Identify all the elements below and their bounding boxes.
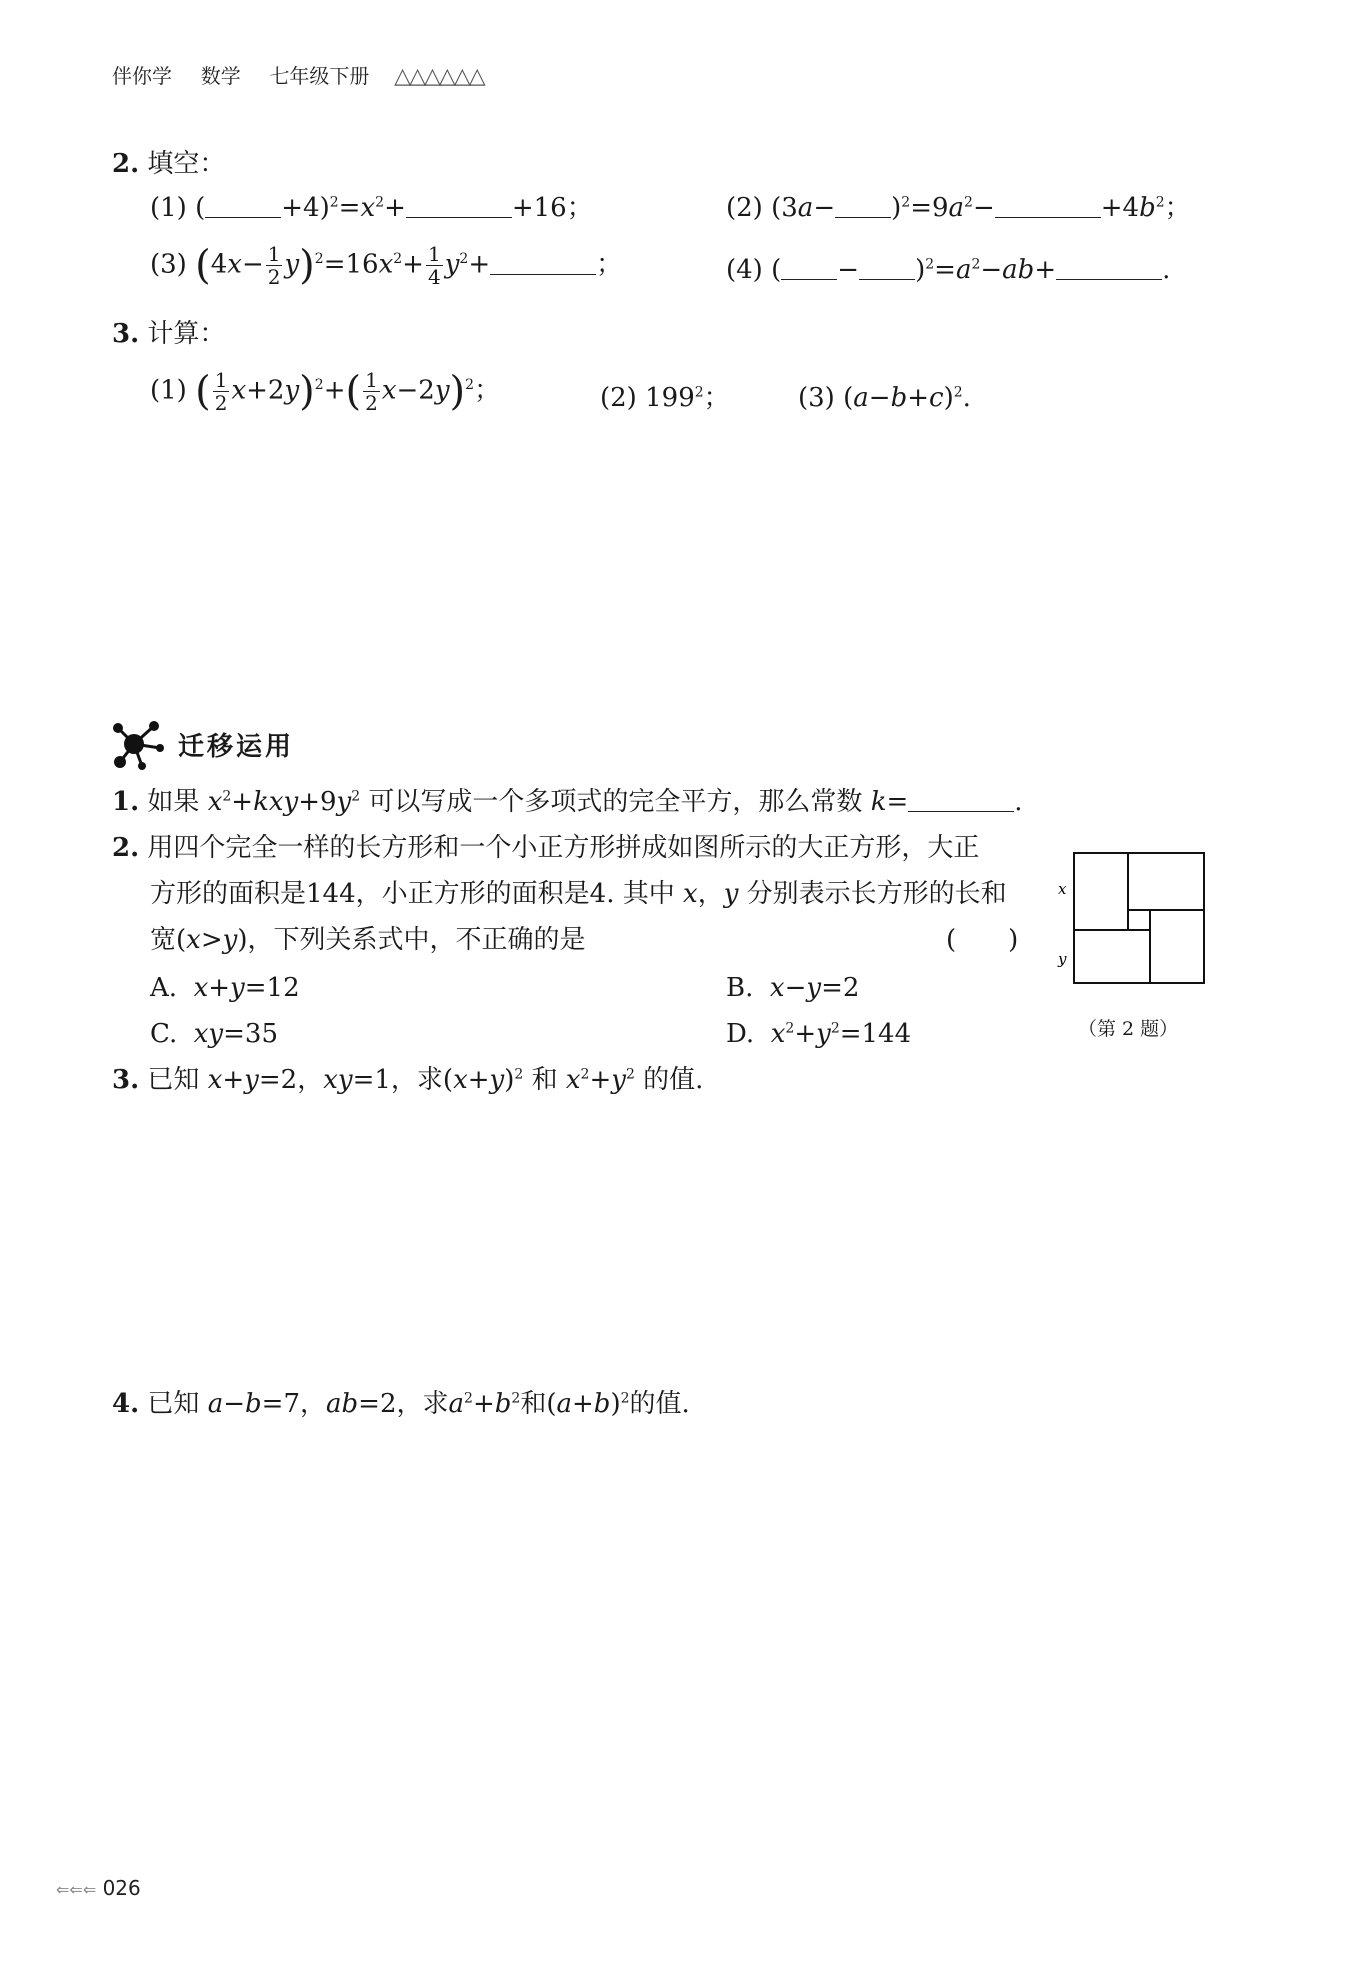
page-arrows: ⇐⇐⇐ — [56, 1880, 97, 1899]
question-title: 计算： — [147, 319, 226, 349]
figure-caption: （第 2 题） — [1078, 1018, 1179, 1040]
answer-blank[interactable] — [995, 195, 1101, 218]
question-number: 2. — [112, 149, 140, 179]
page-number: 026 — [102, 1876, 141, 1900]
transfer-question-2-line-3: 宽(x>y)，下列关系式中，不正确的是 — [150, 925, 586, 955]
option-b[interactable]: B. x−y=2 — [726, 973, 860, 1003]
answer-paren[interactable]: ( ) — [946, 925, 1019, 955]
fill-blank-part-1: (1) ( $+4)^2=x^2+ +16$； — [150, 193, 593, 223]
transfer-question-1: 1. 如果 $x^2+kxy+9y^2$ 可以写成一个多项式的完全平方，那么常数 k= . — [112, 787, 1023, 817]
fill-blank-question — [112, 146, 225, 182]
answer-blank[interactable] — [835, 195, 891, 218]
compute-part-2: (2) $199^2$； — [600, 383, 730, 413]
section-header — [108, 718, 294, 770]
figure-square-diagram — [1050, 850, 1210, 990]
question-title: 填空： — [147, 149, 226, 179]
grade-name: 七年级下册 — [269, 64, 370, 88]
transfer-question-2-line-2: 方形的面积是144，小正方形的面积是4. 其中 x，y 分别表示长方形的长和 — [150, 879, 1007, 909]
answer-blank[interactable] — [490, 252, 596, 275]
molecule-icon — [108, 718, 168, 770]
answer-blank[interactable] — [1056, 257, 1162, 280]
series-name: 伴你学 — [112, 64, 172, 88]
fill-blank-part-4: (4) ( − )$^2=a^2-ab+$ . — [726, 255, 1171, 285]
option-a[interactable]: A. x+y=12 — [150, 973, 300, 1003]
figure-label-y: y — [1058, 950, 1067, 968]
answer-blank[interactable] — [908, 789, 1014, 812]
subject-name: 数学 — [200, 64, 241, 88]
transfer-question-3: 3. 已知 x+y=2，xy=1，求$(x+y)^2$ 和 $x^2+y^2$ 的值. — [112, 1065, 704, 1095]
compute-part-1: (1) ( $\frac{1}{2}$ x+2y)$^2$+( $\frac{1}{2}$ x−2y)$^2$； — [150, 368, 501, 415]
transfer-question-4: 4. 已知 a−b=7，ab=2，求$a^2+b^2$和$(a+b)^2$的值. — [112, 1389, 690, 1419]
section-title: 迁移运用 — [178, 731, 295, 762]
fill-blank-part-3: (3) (4x− $\frac{1}{2}$ $y)^2=16x^2+$ $\frac{1}{4}$ $y^2+$ ； — [150, 242, 623, 289]
fill-blank-part-2: (2) $(3a- )^2=9a^2- +4b^2$； — [726, 193, 1191, 223]
figure-label-x: x — [1058, 880, 1067, 898]
answer-blank[interactable] — [859, 257, 915, 280]
compute-question — [112, 316, 225, 352]
answer-blank[interactable] — [205, 195, 281, 218]
answer-blank[interactable] — [406, 195, 512, 218]
option-c[interactable]: C. xy=35 — [150, 1019, 278, 1049]
question-number: 3. — [112, 319, 140, 349]
option-d[interactable]: D. $x^2+y^2=144$ — [726, 1019, 912, 1049]
answer-blank[interactable] — [781, 257, 837, 280]
compute-part-3: (3) $(a-b+c)^2$. — [798, 383, 971, 413]
transfer-question-2: 2. 用四个完全一样的长方形和一个小正方形拼成如图所示的大正方形，大正 — [112, 833, 980, 863]
page-header — [112, 60, 484, 89]
page-footer — [56, 1876, 141, 1900]
header-decor: △△△△△△ — [394, 64, 484, 89]
